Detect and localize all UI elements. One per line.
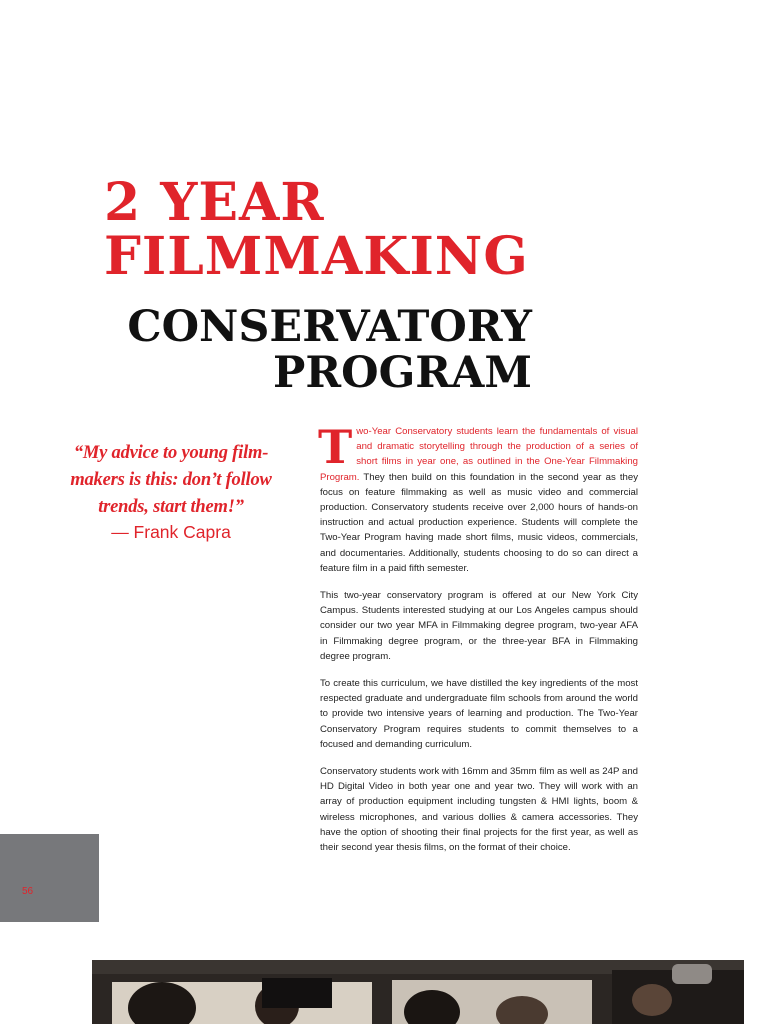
title-main <box>104 172 564 287</box>
photo-illustration <box>92 960 744 1024</box>
quote-author: — Frank Capra <box>111 522 231 542</box>
paragraph-2: This two-year conservatory program is offered at our New York City Campus. Students interested studying at our Los Angeles campus should consider our two year MFA in Filmmaking degree program, two-year AFA in Filmmaking degree program, or the three-year BFA in Filmmaking degree program. <box>320 590 638 662</box>
page-number-box <box>0 834 99 922</box>
title-line-4: PROGRAM <box>273 348 532 398</box>
title-line-2: FILMMAKING <box>104 226 529 287</box>
paragraph-3: To create this curriculum, we have distilled the key ingredients of the most respected graduate and undergraduate film schools from around the world to provide two intensive years of learning and production. The Two-Year Conservatory Program requires students to commit themselves to a focused and demanding curriculum. <box>320 678 638 750</box>
intro-highlight: wo-Year Conservatory students learn the fundamentals of visual and dramatic storytelling through the production of a series of short films in year one, as outlined in the One-Year Filmmaking Program. <box>320 426 638 483</box>
quote-text: “My advice to young film-makers is this: don’t follow trends, start them!” <box>70 443 272 517</box>
paragraph-1 <box>318 420 638 576</box>
title-sub <box>127 304 532 396</box>
film-set-photo <box>92 960 744 1024</box>
body-text <box>318 420 638 867</box>
drop-cap: T <box>318 420 353 474</box>
page-number: 56 <box>22 886 34 897</box>
pull-quote <box>60 440 282 543</box>
paragraph-4: Conservatory students work with 16mm and 35mm film as well as 24P and HD Digital Video in both year one and year two. They will work with an array of production equipment including tungsten & HMI lights, boom & wireless microphones, and various dollies & camera accessories. They have the option of shooting their final projects for the first year, as well as their second year thesis films, on the format of their choice. <box>320 766 638 854</box>
title-line-1: 2 YEAR <box>104 172 325 233</box>
title-line-3: CONSERVATORY <box>127 302 532 352</box>
paragraph-1-rest: They then build on this foundation in the second year as they focus on feature filmmaking as well as music video and commercial production. Conservatory students receive over 2,000 hours of hands-on instruction and actual production experience. Students will complete the Two-Year Program having made short films, music videos, commercials, and documentaries. Additionally, students choosing to do so can direct a feature film in a paid fifth semester. <box>320 471 638 574</box>
